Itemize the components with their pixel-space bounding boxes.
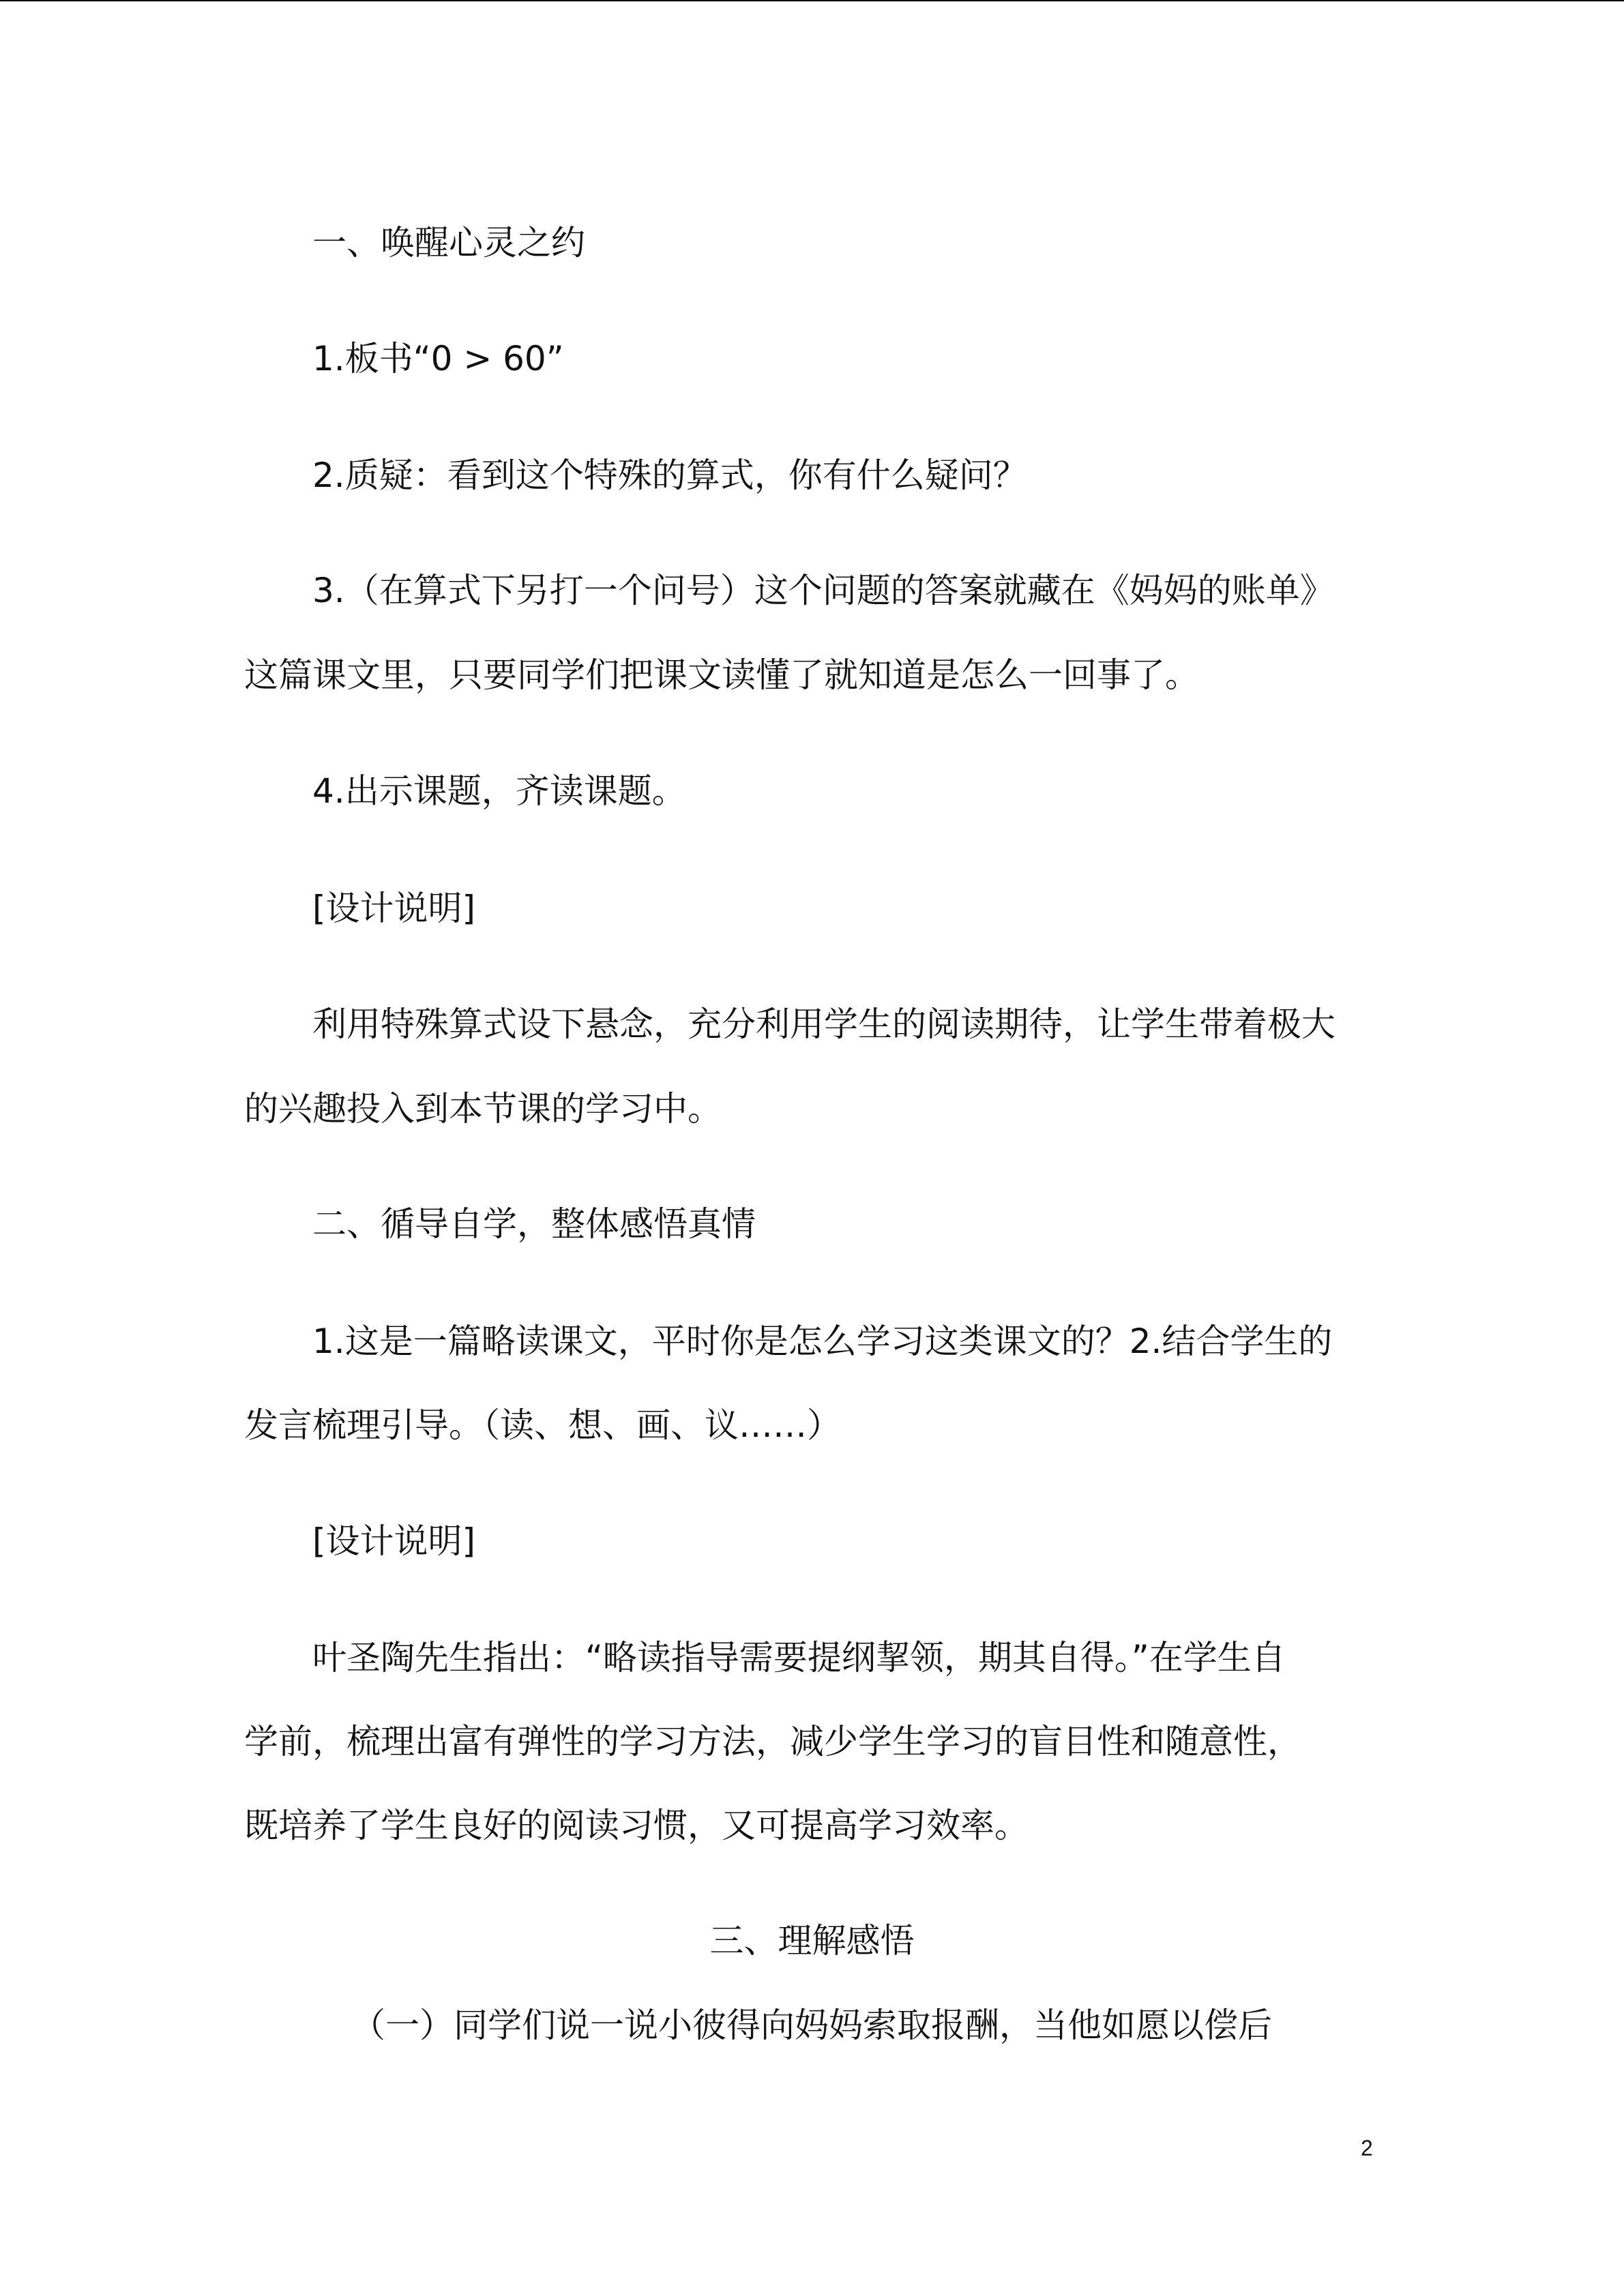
paragraph-line: 利用特殊算式设下悬念，充分利用学生的阅读期待，让学生带着极大 <box>312 1004 1335 1044</box>
section-heading-2: 二、循导自学，整体感悟真情 <box>312 1204 756 1244</box>
paragraph-line: 2.质疑：看到这个特殊的算式，你有什么疑问？ <box>312 456 1027 495</box>
design-note-label: [设计说明] <box>312 1521 476 1561</box>
paragraph-line: 的兴趣投入到本节课的学习中。 <box>244 1089 722 1129</box>
paragraph-line: 1.这是一篇略读课文，平时你是怎么学习这类课文的？2.结合学生的 <box>312 1322 1333 1361</box>
paragraph-line: 发言梳理引导。（读、想、画、议……） <box>244 1405 841 1445</box>
paragraph-line: 4.出示课题，齐读课题。 <box>312 771 686 811</box>
paragraph-line: （一）同学们说一说小彼得向妈妈索取报酬，当他如愿以偿后 <box>351 2006 1272 2045</box>
paragraph-line: 1.板书“0 > 60” <box>312 339 564 378</box>
paragraph-line: 3.（在算式下另打一个问号）这个问题的答案就藏在《妈妈的账单》 <box>312 571 1334 610</box>
design-note-label: [设计说明] <box>312 889 476 928</box>
section-heading-3: 三、理解感悟 <box>709 1921 915 1960</box>
page-number: 2 <box>1361 2136 1373 2160</box>
paragraph-line: 学前，梳理出富有弹性的学习方法，减少学生学习的盲目性和随意性， <box>244 1722 1301 1761</box>
paragraph-line: 叶圣陶先生指出：“略读指导需要提纲挈领，期其自得。”在学生自 <box>312 1638 1286 1678</box>
section-heading-1: 一、唤醒心灵之约 <box>312 223 585 263</box>
paragraph-line: 这篇课文里，只要同学们把课文读懂了就知道是怎么一回事了。 <box>244 655 1199 695</box>
paragraph-line: 既培养了学生良好的阅读习惯，又可提高学习效率。 <box>244 1806 1029 1845</box>
